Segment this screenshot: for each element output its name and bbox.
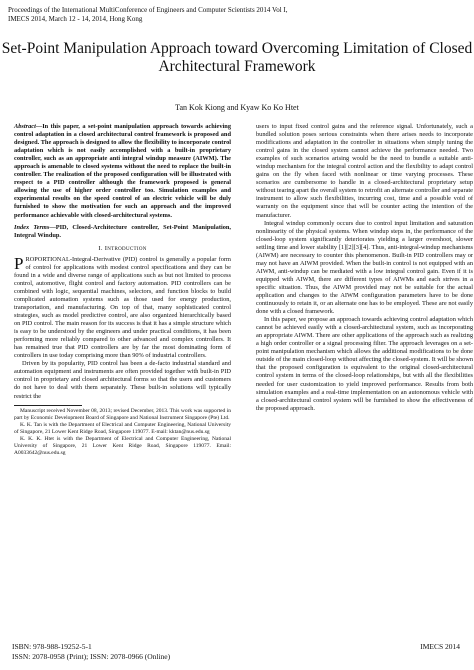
abstract xyxy=(14,123,231,220)
header-line-2: IMECS 2014, March 12 - 14, 2014, Hong Kong xyxy=(8,14,143,23)
footnote-author-1: K. K. Tan is with the Department of Electrical and Computer Engineering, National University of Singapore, 21 Lower Kent Ridge Road, Singapore 119077. E-mail: kktan@nus.edu.sg xyxy=(14,421,231,435)
footnote-manuscript: Manuscript received November 08, 2013; revised December, 2013. This work was supported in part by Economic Development Board of Singapore and National Instrument Singapore (Pte) Ltd. xyxy=(14,407,231,421)
intro-paragraph-2: Driven by its popularity, PID control has been a de-facto industrial standard and automation equipment and instruments are often provided together with built-in PID control in proprietary and closed architectural forms so that the users and customers do not have to deal with them separately. These built-in solutions will typically restrict the xyxy=(14,360,231,400)
right-paragraph-3: In this paper, we propose an approach towards achieving control adaptation which cannot be achieved easily with a closed-architectural system, such as incorporating an appropriate AIWM. There are other applications of the approach such as realizing a high order controller or a signal processing filter. The approach leverages on a set-point manipulation mechanism which allows the additional modifications to be done outside of the main closed-loop without affecting the closed-system. It will be shown that the proposed configuration is equivalent to the original closed-architectural control system in terms of the closed-loop relationships, but with all the flexibilities needed for user customization to yield improved performance. Results from both simulation examples and a real-time implementation on an autonomous vehicle with a closed-architectural control system will be furnished to show the effectiveness of the proposed approach. xyxy=(256,316,473,412)
drop-cap: P xyxy=(14,253,24,273)
paper-authors: Tan Kok Kiong and Kyaw Ko Ko Htet xyxy=(175,103,299,112)
footnote-author-2: K. K. K. Htet is with the Department of Electrical and Computer Engineering, National University of Singapore, 21 Lower Kent Ridge Road, Singapore 119077. Email: A0033642@nus.edu.sg xyxy=(14,435,231,456)
index-terms-lead: Index Terms xyxy=(14,223,50,231)
index-terms xyxy=(14,224,231,240)
header-line-1: Proceedings of the International MultiConference of Engineers and Computer Scientists 2014 Vol I, xyxy=(8,6,288,14)
right-paragraph-1: users to input fixed control gains and the reference signal. Unfortunately, such a bundled solution poses serious constraints when there arises needs to incorporate modifications and adaptation in the controller in situations when simply tuning the control gains in the closed system cannot achieve the performance needed. Two examples of such scenarios arising would be the need to bundle a suitable anti-windup mechanism for the integral control action and the flexibility to adapt control gains on the fly when faced with nonlinear or time varying processes. These scenarios are cumbersome to handle in a closed-architectural proprietary setup without tearing apart the overall system to retrofit an alternate controller and separate instrument to allow such flexibilities, incurring cost, time and a possible void of warranty on the equipment since that will be counter acting the intention of the manufacturer. xyxy=(256,123,473,219)
intro-paragraph-1-text: -Integral-Derivative (PID) control is generally a popular form of control for applications with modest control specifications and they can be found in a wide and diverse range of applications such as but not limited to process control, automotive, flight control and factory automation. PID controllers can be combined with logic, sequential machines, selectors, and function blocks to build complicated automation systems such as those used for energy production, transportation, and manufacturing. On top of that, many sophisticated control strategies, such as model predictive control, are also organized hierarchically based on PID control. The main reason for its success is that it has a simple structure which is easy to be understood by the engineers and under practical conditions, it has been performing more reliably compared to other advanced and complex controllers. It has remained true that PID controllers are by far the most dominating form of controllers in use today comprising more than 90% of industrial controllers. xyxy=(14,255,231,360)
footer-isbn: ISBN: 978-988-19252-5-1 xyxy=(12,642,92,651)
right-paragraph-2: Integral windup commonly occurs due to control input limitation and saturation nonlinearity of the physical systems. When windup steps in, the performance of the closed-loop system significantly deteriorates yielding a larger overshoot, slower settling time and lower stability [1][2][3][4]. Thus, anti-integral-windup mechanisms (AIWM) are necessary to counter this phenomenon. Built-in PID controllers may or may not have an AIWM provided. When the built-in control is not equipped with an AIWM, anti-windup can be mediated with a low integral control gain. Even if it is equipped with AIWM, there are different types of AIWMs and each strives in a specific situation. Thus, the AIWM provided may not be suitable for the actual application and changes to the AIWM configuration parameters have to be done continuously to retain it, or an alternate one has to be employed. These are not easily done with a closed framework. xyxy=(256,219,473,316)
abstract-text: —In this paper, a set-point manipulation approach towards achieving control adaptation in a closed architectural control framework is proposed and designed. The approach is designed to allow the flexibility to incorporate control adaptation which is not easily accomplished with a built-in proprietary controller, such as an appropriate anti integral windup measure (AIWM). The approach is amenable to closed systems without the need to replace the built-in controller. The realization of the proposed configuration will be illustrated with respect to a PID controller although the framework proposed is general allowing the use of higher order controller too. Simulation examples and experimental results on the speed control of an electric vehicle will be duly furnished to show the motivation for such an approach and the improved performance achievable with closed-architectural systems. xyxy=(14,123,231,219)
proceedings-header xyxy=(8,6,308,23)
intro-first-word: ROPORTIONAL xyxy=(25,255,70,263)
index-terms-text: —PID, Closed-Architecture controller, Set-Point Manipulation, Integral Windup. xyxy=(14,223,231,239)
section-heading-introduction: I. Introduction xyxy=(98,244,147,252)
paper-title: Set-Point Manipulation Approach toward Overcoming Limitation of Closed Architectural Framework xyxy=(1,40,473,75)
footer-conference: IMECS 2014 xyxy=(420,642,460,651)
footer-issn: ISSN: 2078-0958 (Print); ISSN: 2078-0966 (Online) xyxy=(12,652,171,661)
footnotes xyxy=(14,408,231,457)
left-column xyxy=(14,123,231,457)
footnote-rule xyxy=(14,405,82,406)
intro-paragraph-1 xyxy=(14,253,231,361)
right-column xyxy=(256,123,473,413)
abstract-lead: Abstract xyxy=(14,123,36,130)
footer-identifiers xyxy=(12,642,170,662)
